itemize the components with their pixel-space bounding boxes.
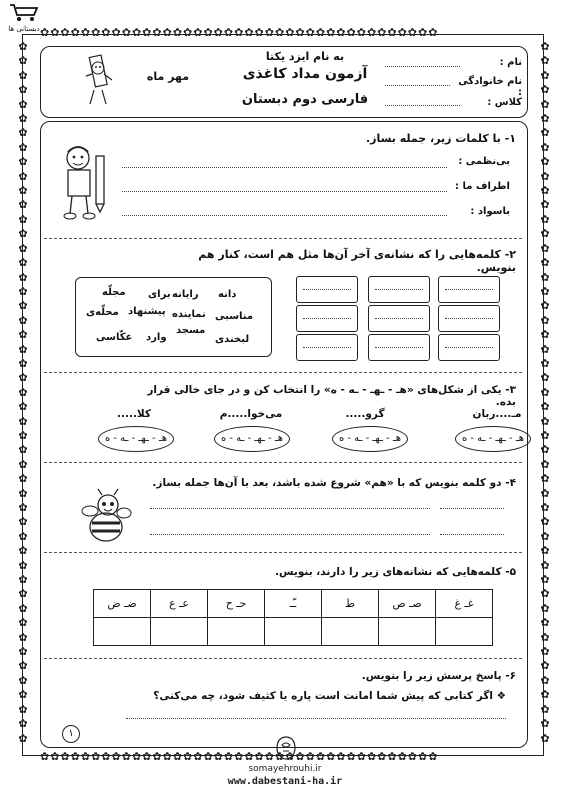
top-flower-border: ✿✿✿✿✿✿✿✿✿✿✿✿✿✿✿✿✿✿✿✿✿✿✿✿✿✿✿✿✿✿✿✿✿✿✿✿✿✿✿ bbox=[40, 26, 439, 39]
q1-item-2: اطراف ما : bbox=[454, 181, 510, 192]
answer-cell[interactable] bbox=[322, 618, 379, 646]
word-2: رایانه bbox=[172, 289, 199, 300]
q3-option-oval-1[interactable]: هـ - ـهـ - ـه - ه bbox=[455, 426, 531, 452]
right-flower-border: ✿ ✿ ✿ ✿ ✿ ✿ ✿ ✿ ✿ ✿ ✿ ✿ ✿ ✿ ✿ ✿ ✿ ✿ ✿ ✿ ✿ ✿ ✿ ✿ ✿ ✿ ✿ ✿ ✿ ✿ ✿ ✿ ✿ ✿ ✿ ✿ ✿ ✿ ✿ ✿ ✿ ✿ ✿ ✿ ✿ ✿ ✿ ✿ ✿ bbox=[540, 40, 550, 745]
q1-answer-1[interactable] bbox=[122, 167, 447, 168]
answer-box-4[interactable] bbox=[368, 276, 430, 303]
exam-month: مهر ماه bbox=[146, 70, 190, 83]
footer-site-2[interactable]: www.dabestani-ha.ir bbox=[227, 776, 343, 787]
word-12: عکّاسی bbox=[96, 332, 133, 343]
family-field[interactable] bbox=[385, 85, 450, 86]
word-7: پیشنهاد bbox=[128, 306, 166, 317]
q4-word-1[interactable] bbox=[440, 508, 504, 509]
answer-box-5[interactable] bbox=[368, 305, 430, 332]
q5-letter-table bbox=[93, 589, 493, 646]
logo-text: دبستانی ها bbox=[8, 25, 40, 33]
family-label: نام خانوادگی : bbox=[458, 76, 522, 98]
q1-answer-3[interactable] bbox=[122, 215, 447, 216]
q1-title: ۱- با کلمات زیر، جمله بساز. bbox=[365, 132, 516, 145]
pencil-character-icon bbox=[80, 52, 118, 108]
boy-with-pencil-icon bbox=[58, 142, 114, 222]
q3-title: ۳- یکی از شکل‌های «هـ - ـهـ - ـه - ه» را انتخاب کن و در جای خالی قرار بده. bbox=[147, 384, 516, 408]
left-flower-border: ✿ ✿ ✿ ✿ ✿ ✿ ✿ ✿ ✿ ✿ ✿ ✿ ✿ ✿ ✿ ✿ ✿ ✿ ✿ ✿ ✿ ✿ ✿ ✿ ✿ ✿ ✿ ✿ ✿ ✿ ✿ ✿ ✿ ✿ ✿ ✿ ✿ ✿ ✿ ✿ ✿ ✿ ✿ ✿ ✿ ✿ ✿ ✿ ✿ bbox=[18, 40, 28, 745]
answer-box-6[interactable] bbox=[368, 334, 430, 361]
footer-site-1[interactable]: somayehrouhi.ir bbox=[248, 764, 322, 774]
somayeh-logo-icon bbox=[275, 735, 297, 761]
letter-cell-2: صـ ص bbox=[379, 590, 436, 618]
word-11: وارد bbox=[146, 332, 167, 343]
answer-box-1[interactable] bbox=[438, 276, 500, 303]
answer-cell[interactable] bbox=[94, 618, 151, 646]
separator-4 bbox=[44, 552, 522, 553]
word-6: نماینده bbox=[172, 309, 206, 320]
answer-cell[interactable] bbox=[265, 618, 322, 646]
name-label: نام : bbox=[499, 57, 522, 68]
bismillah: به نام ایزد یکتا bbox=[265, 50, 345, 63]
separator-5 bbox=[44, 658, 522, 659]
separator-2 bbox=[44, 372, 522, 373]
dabestani-logo bbox=[4, 2, 44, 32]
q3-blank-4: کلا..... bbox=[116, 408, 152, 420]
answer-box-9[interactable] bbox=[296, 334, 358, 361]
q4-title: ۴- دو کلمه بنویس که با «هم» شروع شده باشد، بعد با آن‌ها جمله بساز. bbox=[152, 477, 516, 489]
word-10: لبخندی bbox=[215, 334, 250, 345]
q5-title: ۵- کلمه‌هایی که نشانه‌های زیر را دارند، بنویس. bbox=[275, 566, 516, 578]
q3-option-oval-2[interactable]: هـ - ـهـ - ـه - ه bbox=[332, 426, 408, 452]
word-8: محلّه‌ی bbox=[86, 307, 119, 318]
separator-1 bbox=[44, 238, 522, 239]
name-field[interactable] bbox=[385, 66, 460, 67]
answer-box-7[interactable] bbox=[296, 276, 358, 303]
answer-cell[interactable] bbox=[208, 618, 265, 646]
q1-item-3: باسواد : bbox=[470, 206, 510, 217]
q6-question: ❖ اگر کتابی که پیش شما امانت است پاره یا کثیف شود، چه می‌کنی؟ bbox=[153, 690, 506, 702]
page-number: ۱ bbox=[62, 725, 80, 743]
word-1: دانه bbox=[218, 289, 237, 300]
cart-icon bbox=[4, 2, 44, 22]
letter-cell-5: حـ ح bbox=[208, 590, 265, 618]
q3-blank-3: می‌خوا.....م bbox=[219, 408, 283, 420]
q6-answer[interactable] bbox=[126, 718, 506, 719]
bee-icon bbox=[80, 487, 132, 547]
exam-title: آزمون مداد کاغذی bbox=[242, 66, 368, 82]
q4-sentence-1[interactable] bbox=[150, 508, 430, 509]
q2-title: ۲- کلمه‌هایی را که نشانه‌ی آخر آن‌ها مثل هم است، کنار هم بنویس. bbox=[198, 248, 516, 274]
q3-blank-1: مـ....ربان bbox=[472, 408, 522, 420]
q3-blank-2: گرو..... bbox=[345, 408, 385, 420]
q1-answer-2[interactable] bbox=[122, 191, 447, 192]
word-5: مناسبی bbox=[215, 311, 254, 322]
letter-cell-6: عـ ع bbox=[151, 590, 208, 618]
class-label: کلاس : bbox=[487, 97, 522, 108]
answer-cell[interactable] bbox=[151, 618, 208, 646]
class-field[interactable] bbox=[385, 105, 460, 106]
word-3: برای bbox=[148, 289, 171, 300]
bottom-flower-border: ✿✿✿✿✿✿✿✿✿✿✿✿✿✿✿✿✿✿✿✿✿✿✿✿✿✿✿✿✿✿✿✿✿✿✿✿✿✿✿ bbox=[40, 750, 439, 763]
letter-cell-3: ط bbox=[322, 590, 379, 618]
word-4: مجلّه bbox=[102, 287, 126, 298]
separator-3 bbox=[44, 462, 522, 463]
subject-title: فارسی دوم دبستان bbox=[241, 92, 369, 107]
q4-word-2[interactable] bbox=[440, 534, 504, 535]
q3-option-oval-4[interactable]: هـ - ـهـ - ـه - ه bbox=[98, 426, 174, 452]
answer-cell[interactable] bbox=[436, 618, 493, 646]
answer-box-8[interactable] bbox=[296, 305, 358, 332]
letter-cell-1: غـ غ bbox=[436, 590, 493, 618]
answer-cell[interactable] bbox=[379, 618, 436, 646]
word-9: مسجد bbox=[176, 325, 206, 336]
answer-box-3[interactable] bbox=[438, 334, 500, 361]
q4-sentence-2[interactable] bbox=[150, 534, 430, 535]
q1-item-1: بی‌نظمی : bbox=[458, 156, 510, 167]
q6-title: ۶- پاسخ پرسش زیر را بنویس. bbox=[361, 670, 516, 682]
q3-option-oval-3[interactable]: هـ - ـهـ - ـه - ه bbox=[214, 426, 290, 452]
table-row bbox=[94, 590, 493, 618]
letter-cell-4: ـّـ bbox=[265, 590, 322, 618]
letter-cell-7: ضـ ض bbox=[94, 590, 151, 618]
answer-box-2[interactable] bbox=[438, 305, 500, 332]
table-row bbox=[94, 618, 493, 646]
